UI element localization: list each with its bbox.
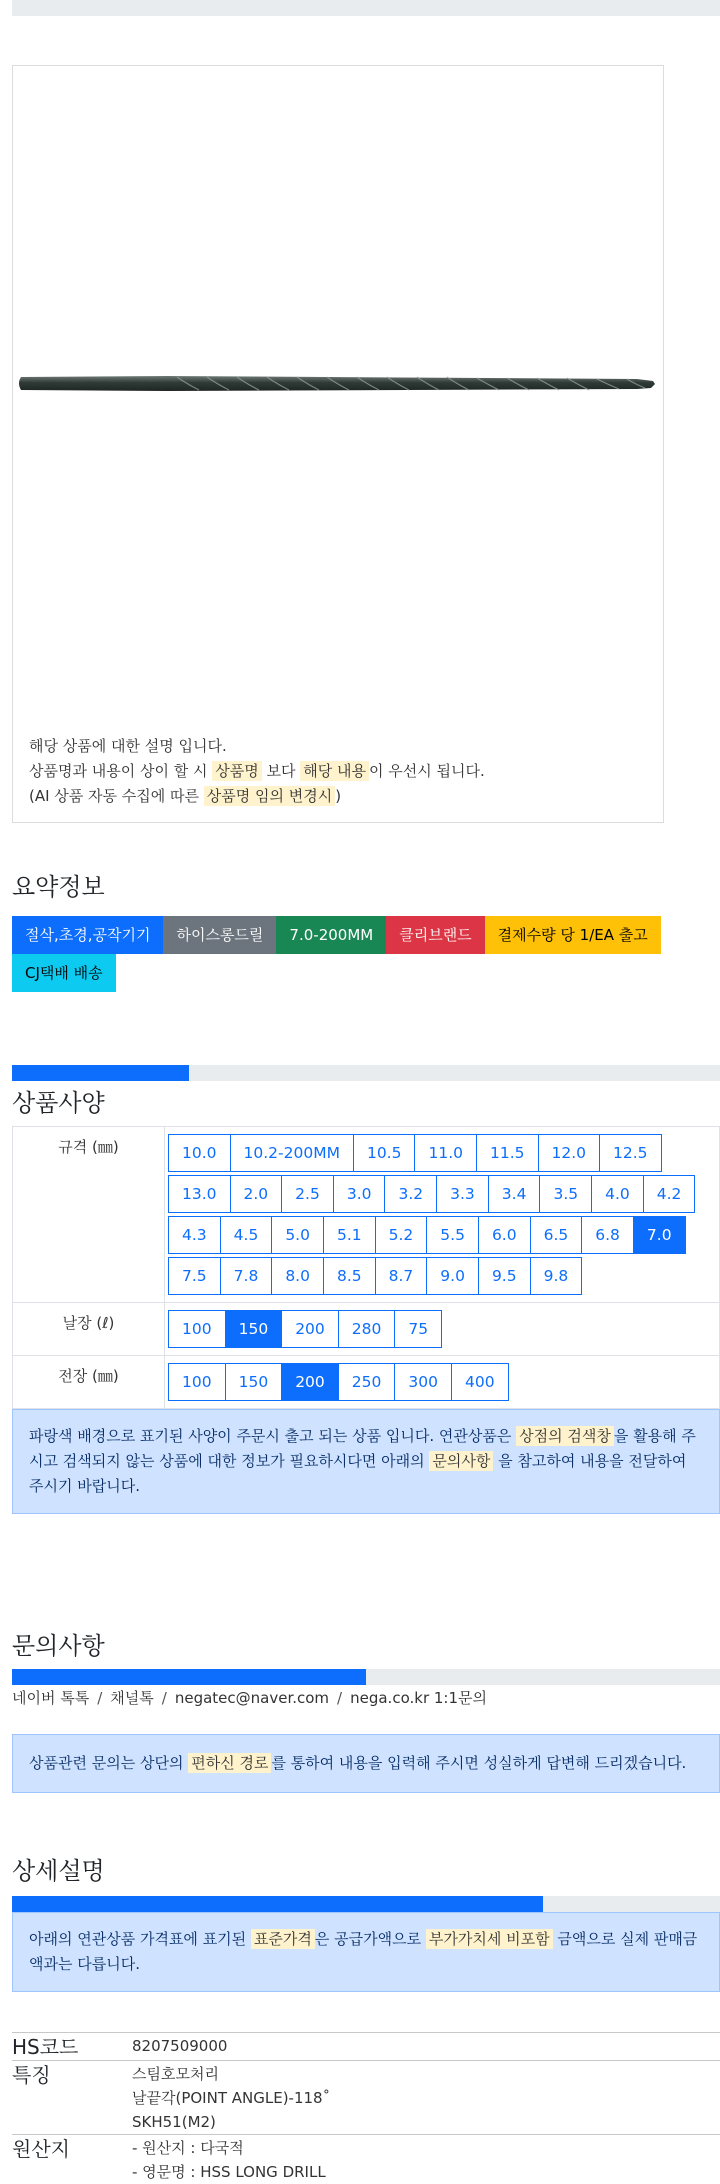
inquiry-link[interactable]: 네이버 톡톡 <box>12 1689 89 1707</box>
spec-option-button[interactable]: 9.5 <box>478 1257 531 1295</box>
link-separator: / <box>97 1689 102 1707</box>
info-value <box>132 2033 720 2061</box>
product-image-panel <box>12 65 664 823</box>
description-line <box>29 759 485 784</box>
inquiry-links <box>12 1687 720 1708</box>
spec-options <box>165 1356 720 1409</box>
highlight-text: 표준가격 <box>251 1929 315 1949</box>
spec-options <box>165 1303 720 1356</box>
info-key: 원산지 <box>12 2135 132 2184</box>
spec-option-button[interactable]: 7.0 <box>633 1216 686 1254</box>
spec-label: 전장 (㎜) <box>13 1356 165 1409</box>
spec-option-button[interactable]: 250 <box>338 1363 396 1401</box>
spec-option-button[interactable]: 100 <box>168 1310 226 1348</box>
spec-option-button[interactable]: 12.5 <box>599 1134 662 1172</box>
highlight-text: 부가가치세 비포함 <box>426 1929 553 1949</box>
info-value-line: - 원산지 : 다국적 <box>132 2136 720 2160</box>
detail-notice <box>12 1912 720 1992</box>
spec-option-button[interactable]: 7.5 <box>168 1257 221 1295</box>
spec-notice <box>12 1409 720 1514</box>
spec-title: 상품사양 <box>12 1083 720 1118</box>
spec-option-button[interactable]: 5.0 <box>271 1216 324 1254</box>
info-row <box>12 2061 720 2135</box>
highlight-text: 해당 내용 <box>300 761 369 781</box>
inquiry-link[interactable]: nega.co.kr 1:1문의 <box>350 1689 487 1707</box>
info-table <box>12 2032 720 2184</box>
info-key: HS코드 <box>12 2033 132 2061</box>
info-value-line: 날끝각(POINT ANGLE)-118˚ <box>132 2086 720 2110</box>
spec-option-button[interactable]: 3.4 <box>488 1175 541 1213</box>
spec-option-button[interactable]: 9.8 <box>530 1257 583 1295</box>
highlight-text: 편하신 경로 <box>188 1753 271 1773</box>
spec-option-button[interactable]: 11.5 <box>476 1134 539 1172</box>
product-description <box>29 734 485 809</box>
spec-row <box>13 1303 720 1356</box>
link-separator: / <box>337 1689 342 1707</box>
text-segment: 이 우선시 됩니다. <box>369 762 485 780</box>
spec-option-button[interactable]: 10.0 <box>168 1134 231 1172</box>
spec-option-button[interactable]: 4.3 <box>168 1216 221 1254</box>
info-value <box>132 2135 720 2184</box>
text-segment: 을 참고하여 내용을 전달하여 주시기 바랍니다. <box>29 1452 686 1495</box>
spec-option-button[interactable]: 6.8 <box>581 1216 634 1254</box>
text-segment: (AI 상품 자동 수집에 따른 <box>29 787 204 805</box>
link-separator: / <box>162 1689 167 1707</box>
spec-option-button[interactable]: 280 <box>338 1310 396 1348</box>
spec-option-button[interactable]: 6.5 <box>530 1216 583 1254</box>
info-row <box>12 2135 720 2184</box>
text-segment: 파랑색 배경으로 표기된 사양이 주문시 출고 되는 상품 입니다. 연관상품은 <box>29 1427 516 1445</box>
info-value-line: SKH51(M2) <box>132 2110 720 2134</box>
option-row <box>168 1216 719 1254</box>
summary-badges <box>12 916 720 992</box>
info-row <box>12 2033 720 2061</box>
spec-option-button[interactable]: 150 <box>225 1363 283 1401</box>
spec-option-button[interactable]: 4.0 <box>591 1175 644 1213</box>
inquiry-notice <box>12 1734 720 1793</box>
highlight-text: 상품명 <box>212 761 261 781</box>
spec-option-button[interactable]: 12.0 <box>538 1134 601 1172</box>
spec-row <box>13 1356 720 1409</box>
text-segment: 해당 상품에 대한 설명 입니다. <box>29 737 227 755</box>
summary-badge: 하이스롱드릴 <box>163 916 276 954</box>
spec-table <box>12 1126 720 1409</box>
spec-option-button[interactable]: 100 <box>168 1363 226 1401</box>
info-value-line: 스팀호모처리 <box>132 2062 720 2086</box>
info-value <box>132 2061 720 2135</box>
summary-badge: 절삭,초경,공작기기 <box>12 916 163 954</box>
drill-bit-image <box>17 371 657 395</box>
text-segment: 상품명과 내용이 상이 할 시 <box>29 762 212 780</box>
option-row <box>168 1175 719 1213</box>
text-segment: 을 활용해 주시고 검색되지 않는 상품에 대한 정보가 필요하시다면 아래의 <box>29 1427 696 1470</box>
spec-option-button[interactable]: 75 <box>394 1310 442 1348</box>
inquiry-link[interactable]: negatec@naver.com <box>175 1689 329 1707</box>
spec-option-button[interactable]: 10.2-200MM <box>230 1134 354 1172</box>
spec-label: 규격 (㎜) <box>13 1127 165 1303</box>
spec-option-button[interactable]: 5.5 <box>426 1216 479 1254</box>
spec-option-button[interactable]: 13.0 <box>168 1175 231 1213</box>
info-key: 특징 <box>12 2061 132 2135</box>
spec-option-button[interactable]: 5.2 <box>375 1216 428 1254</box>
option-row <box>168 1310 719 1348</box>
spec-option-button[interactable]: 8.0 <box>271 1257 324 1295</box>
spec-option-button[interactable]: 300 <box>394 1363 452 1401</box>
spec-option-button[interactable]: 11.0 <box>414 1134 477 1172</box>
spec-option-button[interactable]: 5.1 <box>323 1216 376 1254</box>
text-segment: 상품관련 문의는 상단의 <box>29 1754 188 1772</box>
spec-row <box>13 1127 720 1303</box>
info-value-line: - 영문명 : HSS LONG DRILL <box>132 2160 720 2184</box>
spec-option-button[interactable]: 7.8 <box>220 1257 273 1295</box>
spec-option-button[interactable]: 3.0 <box>333 1175 386 1213</box>
spec-option-button[interactable]: 2.0 <box>230 1175 283 1213</box>
option-row <box>168 1134 719 1172</box>
description-line <box>29 734 485 759</box>
spec-options <box>165 1127 720 1303</box>
summary-badge: 클리브랜드 <box>386 916 484 954</box>
text-segment: 보다 <box>262 762 301 780</box>
spec-option-button[interactable]: 10.5 <box>353 1134 416 1172</box>
spec-option-button[interactable]: 9.0 <box>426 1257 479 1295</box>
spec-option-button[interactable]: 150 <box>225 1310 283 1348</box>
spec-option-button[interactable]: 3.3 <box>436 1175 489 1213</box>
text-segment: 은 공급가액으로 <box>315 1930 426 1948</box>
spec-label: 날장 (ℓ) <box>13 1303 165 1356</box>
text-segment: 를 통하여 내용을 입력해 주시면 성실하게 답변해 드리겠습니다. <box>271 1754 686 1772</box>
detail-progress-bar <box>12 1896 720 1912</box>
description-line <box>29 784 485 809</box>
option-row <box>168 1363 719 1401</box>
spec-option-button[interactable]: 6.0 <box>478 1216 531 1254</box>
summary-badge: CJ택배 배송 <box>12 954 116 992</box>
detail-title: 상세설명 <box>12 1851 720 1886</box>
spec-option-button[interactable]: 4.2 <box>643 1175 696 1213</box>
inquiry-link[interactable]: 채널톡 <box>110 1689 153 1707</box>
spec-option-button[interactable]: 400 <box>451 1363 509 1401</box>
summary-badge: 결제수량 당 1/EA 출고 <box>485 916 661 954</box>
spec-option-button[interactable]: 3.5 <box>539 1175 592 1213</box>
summary-badge: 7.0-200MM <box>276 916 386 954</box>
text-segment: ) <box>335 787 341 805</box>
top-bar <box>12 0 720 16</box>
summary-title: 요약정보 <box>12 867 720 902</box>
text-segment: 아래의 연관상품 가격표에 표기된 <box>29 1930 251 1948</box>
spec-option-button[interactable]: 200 <box>281 1310 339 1348</box>
text-segment: 금액으로 실제 판매금액과는 다릅니다. <box>29 1930 697 1973</box>
inquiry-progress-bar <box>12 1669 720 1685</box>
spec-option-button[interactable]: 200 <box>281 1363 339 1401</box>
spec-option-button[interactable]: 2.5 <box>281 1175 334 1213</box>
spec-option-button[interactable]: 3.2 <box>384 1175 437 1213</box>
info-value-line: 8207509000 <box>132 2034 720 2058</box>
spec-option-button[interactable]: 8.5 <box>323 1257 376 1295</box>
spec-progress-bar <box>12 1065 720 1081</box>
spec-option-button[interactable]: 4.5 <box>220 1216 273 1254</box>
inquiry-title: 문의사항 <box>12 1626 720 1661</box>
option-row <box>168 1257 719 1295</box>
highlight-text: 상품명 임의 변경시 <box>204 786 335 806</box>
highlight-text: 상점의 검색창 <box>516 1426 614 1446</box>
highlight-text: 문의사항 <box>429 1451 493 1471</box>
spec-option-button[interactable]: 8.7 <box>375 1257 428 1295</box>
